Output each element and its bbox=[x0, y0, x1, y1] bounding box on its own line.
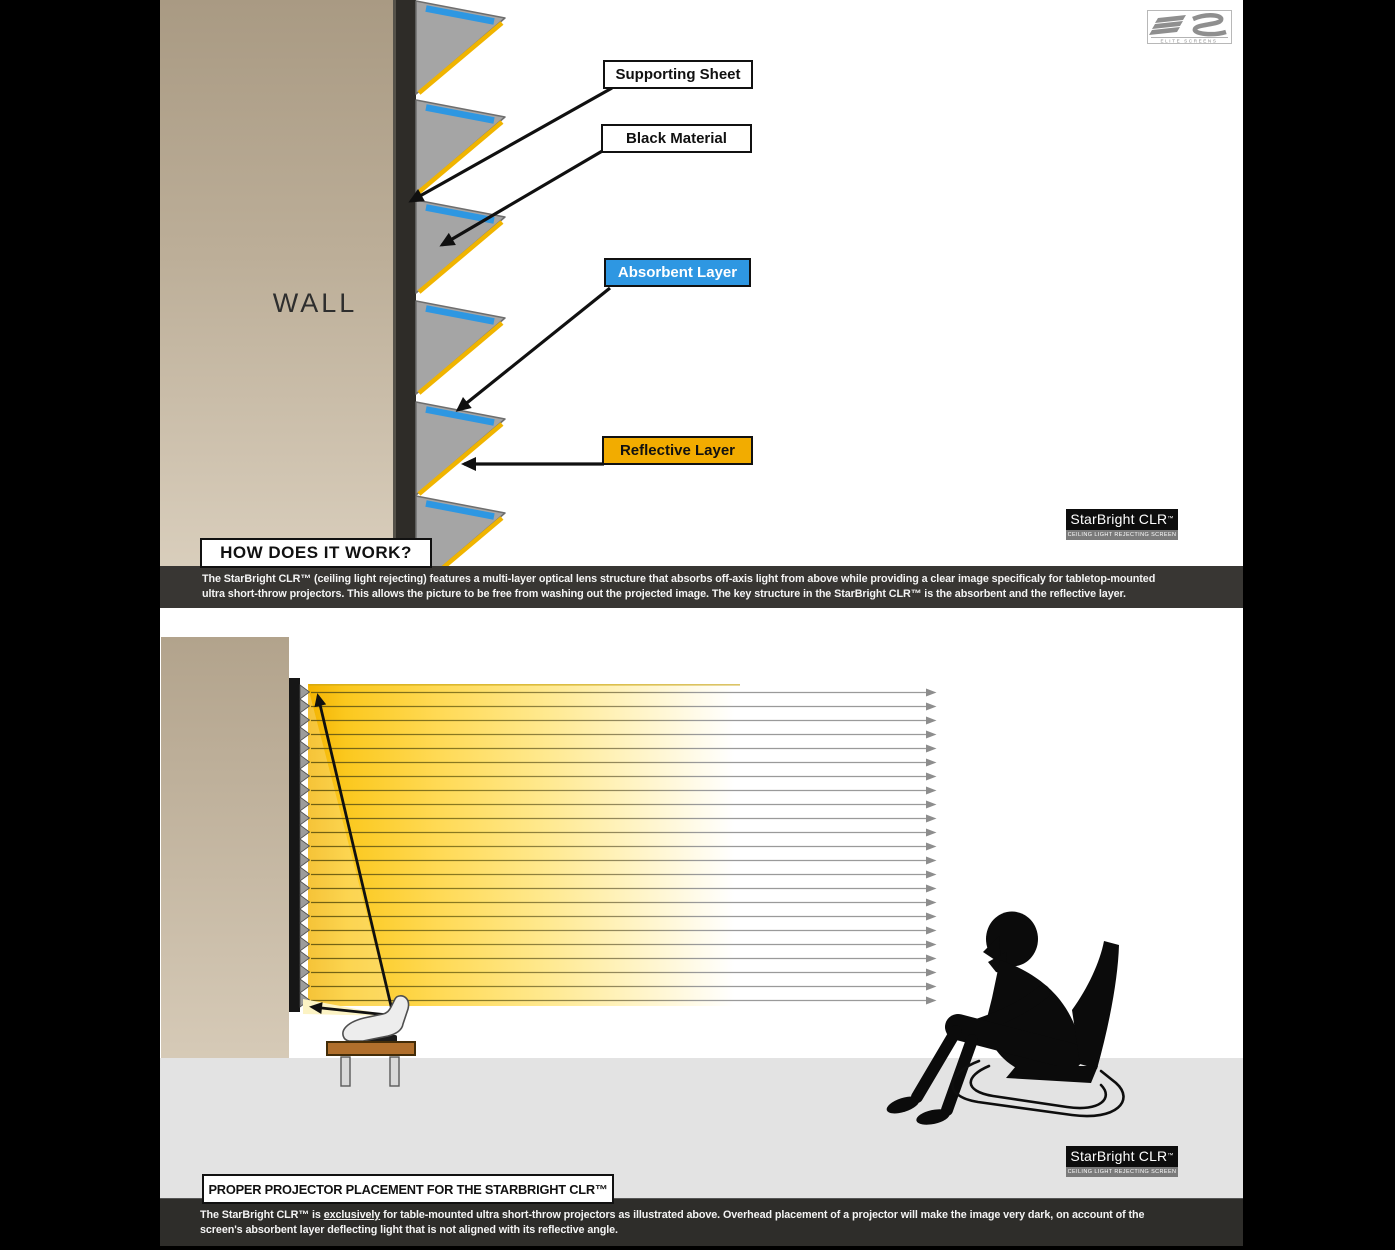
light-beam bbox=[308, 684, 935, 1006]
starbright-badge-bottom bbox=[1066, 1146, 1178, 1177]
table-leg bbox=[390, 1057, 399, 1086]
description-line: screen's absorbent layer deflecting light that is not aligned with its reflective angle. bbox=[200, 1223, 618, 1236]
wall-label: WALL bbox=[272, 288, 358, 318]
elite-screens-logo bbox=[1147, 10, 1232, 44]
content-area bbox=[160, 0, 1243, 1246]
projector-placement-diagram bbox=[160, 608, 1243, 1198]
starbright-badge-subtitle: CEILING LIGHT REJECTING SCREEN bbox=[1067, 1169, 1177, 1175]
supporting-sheet-label: Supporting Sheet bbox=[603, 60, 753, 89]
chair-back bbox=[1072, 941, 1119, 1069]
how-it-works-description bbox=[160, 566, 1243, 608]
optical-lens-teeth bbox=[416, 1, 505, 566]
description-line: The StarBright CLR™ is exclusively for table-mounted ultra short-throw projectors as illustrated above. Overhead placement of a projector will make the image very dark, on account of the bbox=[200, 1209, 1145, 1221]
starbright-badge-subtitle: CEILING LIGHT REJECTING SCREEN bbox=[1067, 532, 1177, 538]
description-line: The StarBright CLR™ (ceiling light rejecting) features a multi-layer optical lens structure that absorbs off-axis light from above while providing a clear image specificaly for tabletop-mounted bbox=[202, 573, 1156, 585]
clr-screen-teeth bbox=[300, 685, 310, 1007]
table-leg bbox=[341, 1057, 350, 1086]
description-line: ultra short-throw projectors. This allows the picture to be free from washing out the projected image. The key structure in the StarBright CLR™ is the absorbent and the reflective layer. bbox=[202, 587, 1126, 600]
how-it-works-header: HOW DOES IT WORK? bbox=[200, 538, 432, 568]
projector-table-top bbox=[327, 1042, 415, 1055]
starbright-badge-title: StarBright CLR™ bbox=[1066, 1146, 1178, 1167]
absorbent-layer-arrow bbox=[458, 288, 610, 410]
absorbent-layer-label: Absorbent Layer bbox=[604, 258, 751, 287]
black-material-strip bbox=[393, 0, 416, 566]
elite-screens-logo-text: ELITE SCREENS bbox=[1160, 38, 1218, 43]
chair-seat bbox=[1006, 1066, 1098, 1083]
starbright-badge-title: StarBright CLR™ bbox=[1066, 509, 1178, 530]
underlined-word: exclusively bbox=[323, 1209, 381, 1221]
trademark-symbol: ™ bbox=[1167, 516, 1174, 522]
black-material-label: Black Material bbox=[601, 124, 752, 153]
clr-screen-strip bbox=[289, 678, 300, 1012]
trademark-symbol: ™ bbox=[1167, 1153, 1174, 1159]
elite-screens-logo-glyph bbox=[1148, 11, 1231, 43]
proper-placement-header: PROPER PROJECTOR PLACEMENT FOR THE STARBRIGHT CLR™ bbox=[202, 1174, 614, 1204]
reflective-layer-label: Reflective Layer bbox=[602, 436, 753, 465]
starbright-badge-top bbox=[1066, 509, 1178, 540]
proper-placement-description bbox=[160, 1198, 1243, 1246]
black-material-arrow bbox=[442, 150, 604, 245]
